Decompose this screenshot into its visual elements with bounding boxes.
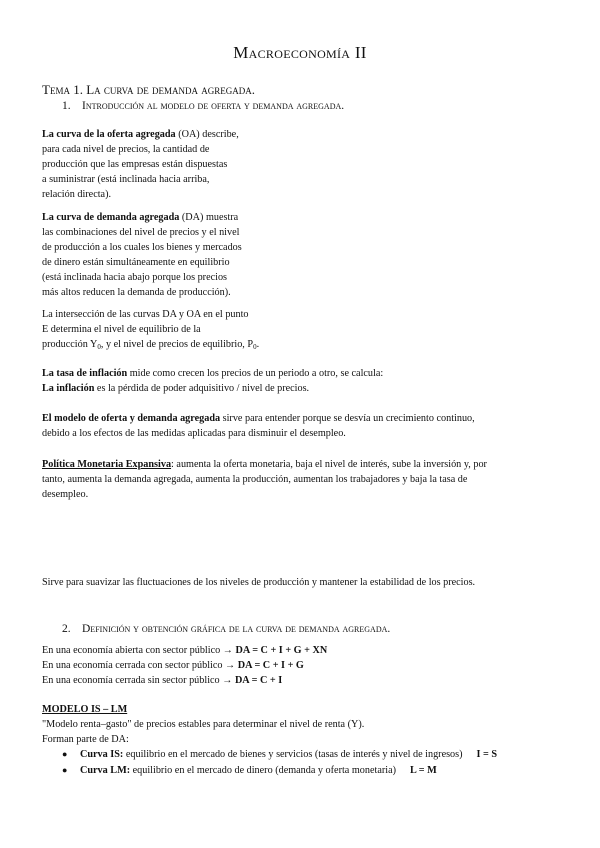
- da-term: La curva de demanda agregada: [42, 212, 180, 223]
- curva-lm-equation: L = M: [409, 765, 437, 776]
- islm-heading: MODELO IS – LM: [42, 704, 128, 715]
- suavizar-paragraph: Sirve para suavizar las fluctuaciones de los niveles de producción y mantener la estabilidad de los precios.: [42, 577, 476, 588]
- economia-text: En una economía cerrada sin sector público →: [42, 675, 235, 686]
- politica-text: : aumenta la oferta monetaria, baja el nivel de interés, sube la inversión y, por: [171, 459, 487, 470]
- oa-text: (OA) describe,: [175, 129, 239, 140]
- islm-line: "Modelo renta–gasto" de precios estables para determinar el nivel de renta (Y).: [42, 719, 365, 730]
- economia-equation: DA = C + I: [234, 675, 283, 686]
- politica-paragraph: [42, 457, 567, 502]
- islm-block: [42, 702, 567, 747]
- modelo-line: debido a los efectos de las medidas aplicadas para disminuir el desempleo.: [42, 428, 346, 439]
- list-item: [62, 747, 497, 762]
- politica-line: desempleo.: [42, 489, 89, 500]
- interseccion-line: La intersección de las curvas DA y OA en el punto: [42, 309, 249, 320]
- economia-line: [42, 658, 304, 673]
- section-2-heading: [62, 623, 390, 635]
- section-2-number: 2.: [62, 623, 71, 635]
- bullet-icon: ●: [62, 749, 68, 759]
- economia-text: En una economía cerrada con sector público →: [42, 660, 238, 671]
- tema-heading: Tema 1. La curva de demanda agregada.: [42, 82, 255, 97]
- oa-line: a suministrar (está inclinada hacia arriba,: [42, 174, 210, 185]
- tasa-inflacion-term: La tasa de inflación: [42, 368, 128, 379]
- da-paragraph: [42, 210, 292, 300]
- oa-line: producción que las empresas están dispuestas: [42, 159, 228, 170]
- oa-line: relación directa).: [42, 189, 112, 200]
- oa-line: para cada nivel de precios, la cantidad de: [42, 144, 210, 155]
- politica-term: Política Monetaria Expansiva: [42, 459, 172, 470]
- economia-equation: DA = C + I + G + XN: [235, 645, 328, 656]
- modelo-text: sirve para entender porque se desvía un crecimiento continuo,: [220, 413, 475, 424]
- curva-lm-text: equilibrio en el mercado de dinero (demanda y oferta monetaria): [130, 765, 396, 776]
- da-line: de dinero están simultáneamente en equilibrio: [42, 257, 230, 268]
- curva-is-text: equilibrio en el mercado de bienes y servicios (tasas de interés y nivel de ingresos): [123, 749, 463, 760]
- section-1-heading: [62, 100, 344, 112]
- subscript: 0: [97, 343, 101, 351]
- section-1-label: Introducción al modelo de oferta y demanda agregada.: [82, 100, 345, 112]
- section-2-label: Definición y obtención gráfica de la curva de demanda agregada.: [82, 623, 391, 635]
- inflacion-text: mide como crecen los precios de un periodo a otro, se calcula:: [127, 368, 384, 379]
- interseccion-line: producción Y: [42, 339, 98, 350]
- interseccion-paragraph: [42, 307, 292, 355]
- inflacion-term: La inflación: [42, 383, 95, 394]
- modelo-term: El modelo de oferta y demanda agregada: [42, 413, 221, 424]
- interseccion-line: .: [256, 339, 260, 350]
- document-title: Macroeconomía II: [233, 43, 367, 62]
- da-line: las combinaciones del nivel de precios y el nivel: [42, 227, 240, 238]
- da-line: de producción a los cuales los bienes y mercados: [42, 242, 242, 253]
- interseccion-line: , y el nivel de precios de equilibrio, P: [100, 339, 254, 350]
- economia-line: [42, 643, 327, 658]
- economia-text: En una economía abierta con sector público →: [42, 645, 236, 656]
- da-line: más altos reducen la demanda de producción).: [42, 287, 231, 298]
- curva-lm-term: Curva LM:: [80, 765, 131, 776]
- modelo-paragraph: [42, 411, 567, 441]
- curva-is-equation: I = S: [476, 749, 498, 760]
- oa-term: La curva de la oferta agregada: [42, 129, 176, 140]
- oa-paragraph: [42, 127, 292, 202]
- list-item: [62, 763, 437, 778]
- da-text: (DA) muestra: [179, 212, 239, 223]
- politica-line: tanto, aumenta la demanda agregada, aumenta la producción, aumentan los trabajadores y baja la tasa de: [42, 474, 468, 485]
- da-line: (está inclinada hacia abajo porque los precios: [42, 272, 227, 283]
- economia-line: [42, 673, 282, 688]
- section-1-number: 1.: [62, 100, 71, 112]
- interseccion-line: E determina el nivel de equilibrio de la: [42, 324, 201, 335]
- inflacion-paragraph: [42, 366, 567, 396]
- economia-equation: DA = C + I + G: [237, 660, 304, 671]
- bullet-icon: ●: [62, 765, 68, 775]
- curva-is-term: Curva IS:: [80, 749, 124, 760]
- subscript: 0: [253, 343, 257, 351]
- inflacion-text: es la pérdida de poder adquisitivo / nivel de precios.: [94, 383, 310, 394]
- islm-line: Forman parte de DA:: [42, 734, 129, 745]
